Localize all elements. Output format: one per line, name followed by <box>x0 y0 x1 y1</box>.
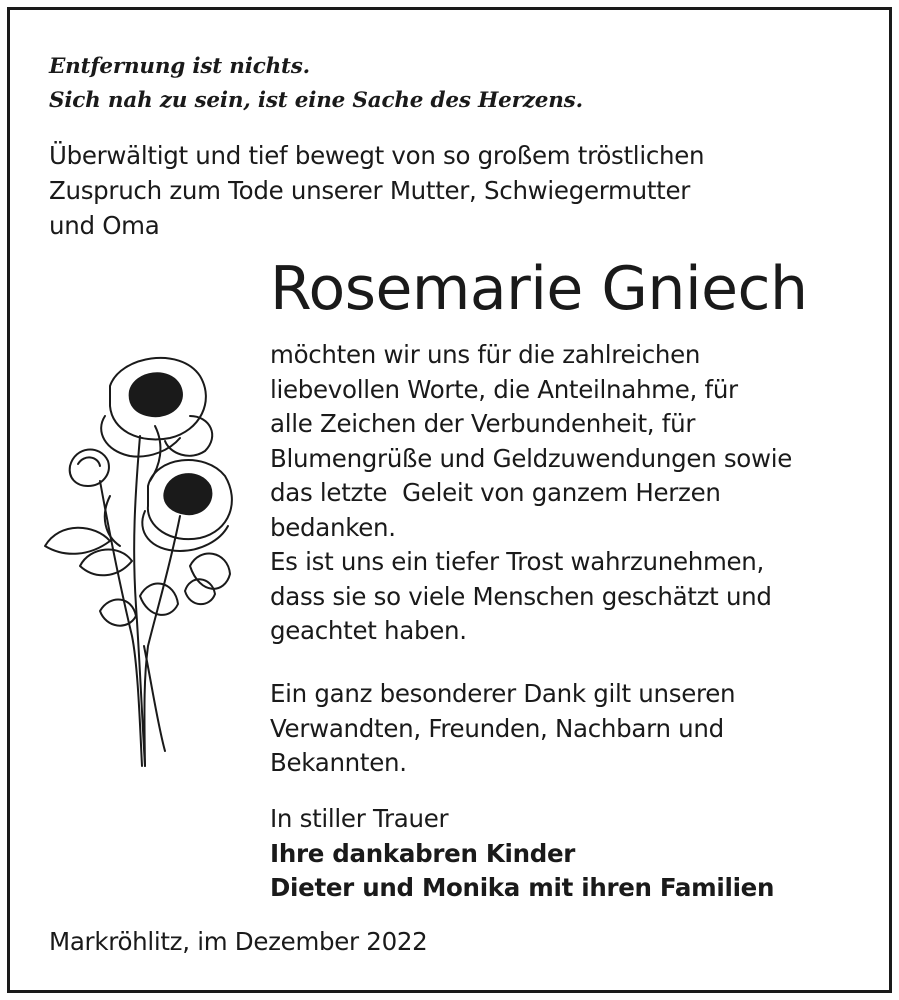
deceased-name: Rosemarie Gniech <box>270 254 808 324</box>
thank-you-text <box>270 338 792 649</box>
motto <box>49 50 583 118</box>
body-line: geachtet haben. <box>270 616 467 645</box>
body-line: alle Zeichen der Verbundenheit, für <box>270 409 696 438</box>
motto-line-2: Sich nah zu sein, ist eine Sache des Herzens. <box>49 88 583 113</box>
body-line: möchten wir uns für die zahlreichen <box>270 340 701 369</box>
body-line: das letzte Geleit von ganzem Herzen <box>270 478 721 507</box>
intro-line: und Oma <box>49 211 160 240</box>
thanks-line: Bekannten. <box>270 748 407 777</box>
body-line: Es ist uns ein tiefer Trost wahrzunehmen, <box>270 547 765 576</box>
signature-children: Ihre dankabren Kinder <box>270 838 576 868</box>
body-line: liebevollen Worte, die Anteilnahme, für <box>270 374 738 404</box>
place-and-date: Markröhlitz, im Dezember 2022 <box>49 927 428 956</box>
body-line: Blumengrüße und Geldzuwendungen sowie <box>270 443 793 473</box>
special-thanks-text <box>270 677 735 781</box>
body-line: dass sie so viele Menschen geschätzt und <box>270 581 772 611</box>
intro-text <box>49 138 849 243</box>
intro-line: Zuspruch zum Tode unserer Mutter, Schwiegermutter <box>49 176 691 205</box>
thanks-line: Ein ganz besonderer Dank gilt unseren <box>270 679 736 708</box>
signature-block <box>270 802 774 906</box>
signature-intro: In stiller Trauer <box>270 804 449 833</box>
motto-line-1: Entfernung ist nichts. <box>49 54 310 79</box>
rose-illustration <box>40 346 250 776</box>
intro-line: Überwältigt und tief bewegt von so großem tröstlichen <box>49 141 705 170</box>
signature-families: Dieter und Monika mit ihren Familien <box>270 873 775 902</box>
body-line: bedanken. <box>270 512 396 542</box>
thanks-line: Verwandten, Freunden, Nachbarn und <box>270 713 724 743</box>
